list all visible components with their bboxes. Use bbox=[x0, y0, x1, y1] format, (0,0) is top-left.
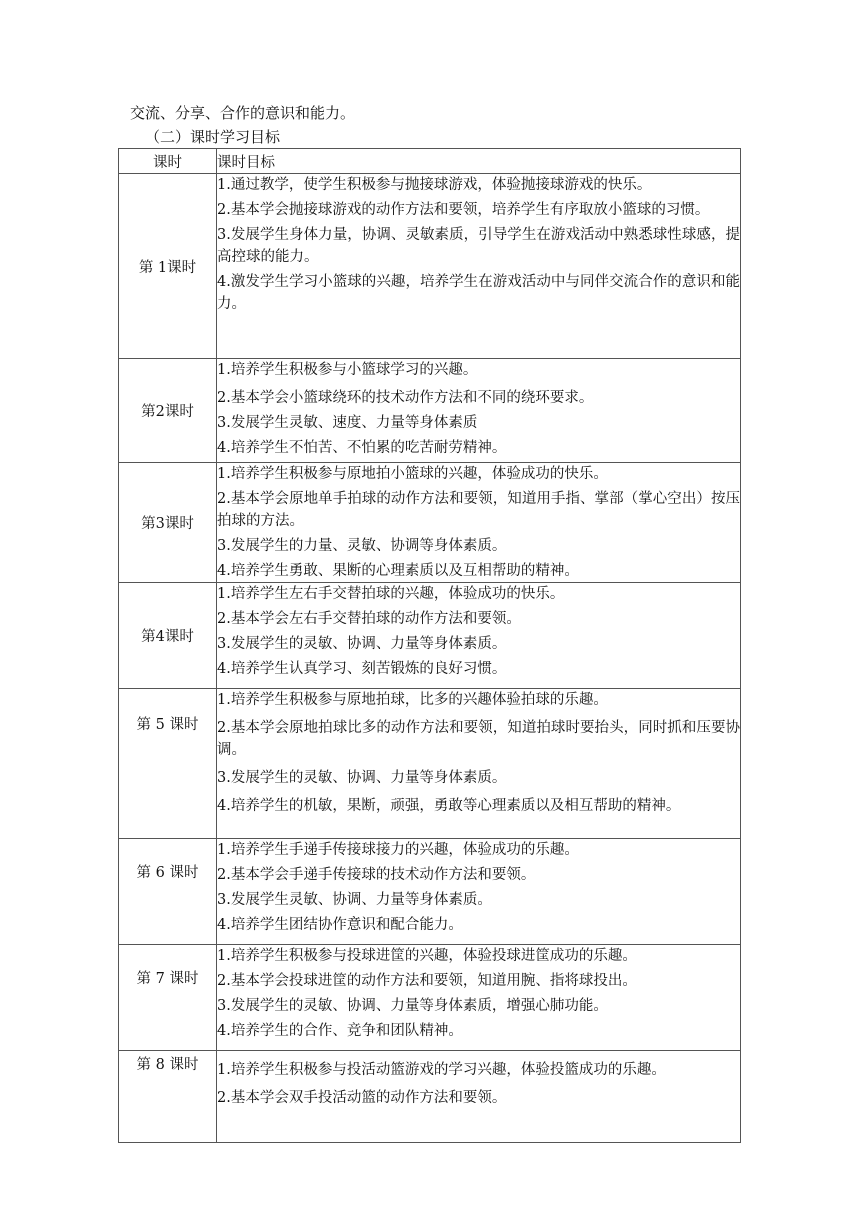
goal-item: 3.发展学生身体力量，协调、灵敏素质，引导学生在游戏活动中熟悉球性球感，提高控球的能力。 bbox=[217, 227, 740, 265]
goal-item: 4.培养学生团结协作意识和配合能力。 bbox=[217, 917, 463, 933]
goal-item: 4.培养学生的合作、竞争和团队精神。 bbox=[217, 1023, 463, 1039]
goal-item: 2.基本学会原地拍球比多的动作方法和要领，知道拍球时要抬头，同时抓和压要协调。 bbox=[217, 720, 740, 758]
goal-item: 1.培养学生积极参与小篮球学习的兴趣。 bbox=[217, 362, 478, 378]
goal-item: 3.发展学生的灵敏、协调、力量等身体素质，增强心肺功能。 bbox=[217, 998, 608, 1014]
goals-cell bbox=[217, 359, 741, 463]
goal-item: 1.培养学生积极参与原地拍球，比多的兴趣体验拍球的乐趣。 bbox=[217, 692, 608, 708]
goal-item: 4.培养学生认真学习、刻苦锻炼的良好习惯。 bbox=[217, 661, 507, 677]
goal-item: 4.培养学生的机敏，果断，顽强，勇敢等心理素质以及相互帮助的精神。 bbox=[217, 798, 681, 814]
table-row bbox=[119, 945, 741, 1051]
period-cell: 第 8 课时 bbox=[119, 1051, 217, 1143]
period-cell: 第2课时 bbox=[119, 359, 217, 463]
period-cell: 第 6 课时 bbox=[119, 839, 217, 945]
period-cell: 第 1课时 bbox=[119, 174, 217, 359]
goal-item: 2.基本学会投球进筐的动作方法和要领，知道用腕、指将球投出。 bbox=[217, 973, 637, 989]
goals-cell bbox=[217, 839, 741, 945]
header-period: 课时 bbox=[119, 149, 217, 174]
goal-item: 4.培养学生勇敢、果断的心理素质以及互相帮助的精神。 bbox=[217, 563, 579, 579]
goals-cell bbox=[217, 463, 741, 583]
goal-item: 2.基本学会小篮球绕环的技术动作方法和不同的绕环要求。 bbox=[217, 390, 594, 406]
table-header-row bbox=[119, 149, 741, 174]
goals-cell bbox=[217, 945, 741, 1051]
goal-item: 2.基本学会原地单手拍球的动作方法和要领，知道用手指、掌部（掌心空出）按压拍球的方法。 bbox=[217, 491, 740, 529]
goal-item: 1.培养学生积极参与原地拍小篮球的兴趣，体验成功的快乐。 bbox=[217, 466, 608, 482]
period-cell: 第3课时 bbox=[119, 463, 217, 583]
table-row bbox=[119, 839, 741, 945]
goal-item: 1.培养学生手递手传接球接力的兴趣，体验成功的乐趣。 bbox=[217, 842, 579, 858]
goal-item: 3.发展学生的灵敏、协调、力量等身体素质。 bbox=[217, 636, 507, 652]
lesson-goals-table bbox=[118, 148, 741, 1143]
goal-item: 1.培养学生积极参与投活动篮游戏的学习兴趣，体验投篮成功的乐趣。 bbox=[217, 1062, 666, 1078]
goal-item: 1.培养学生左右手交替拍球的兴趣，体验成功的快乐。 bbox=[217, 586, 565, 602]
table-row bbox=[119, 463, 741, 583]
goal-item: 3.发展学生的灵敏、协调、力量等身体素质。 bbox=[217, 770, 507, 786]
intro-paragraph-end: 交流、分享、合作的意识和能力。 bbox=[130, 104, 356, 122]
goal-item: 2.基本学会左右手交替拍球的动作方法和要领。 bbox=[217, 611, 521, 627]
goals-cell bbox=[217, 174, 741, 359]
table-row bbox=[119, 1051, 741, 1143]
goals-cell bbox=[217, 1051, 741, 1143]
goals-cell bbox=[217, 583, 741, 689]
goals-cell bbox=[217, 689, 741, 839]
goal-item: 4.激发学生学习小篮球的兴趣，培养学生在游戏活动中与同伴交流合作的意识和能力。 bbox=[217, 274, 740, 312]
goal-item: 3.发展学生灵敏、协调、力量等身体素质。 bbox=[217, 892, 492, 908]
period-cell: 第 7 课时 bbox=[119, 945, 217, 1051]
table-row bbox=[119, 359, 741, 463]
goal-item: 1.培养学生积极参与投球进筐的兴趣，体验投球进筐成功的乐趣。 bbox=[217, 948, 637, 964]
goal-item: 1.通过教学，使学生积极参与抛接球游戏，体验抛接球游戏的快乐。 bbox=[217, 177, 652, 193]
period-cell: 第 5 课时 bbox=[119, 689, 217, 839]
goal-item: 2.基本学会手递手传接球的技术动作方法和要领。 bbox=[217, 867, 536, 883]
table-row bbox=[119, 174, 741, 359]
goal-item: 4.培养学生不怕苦、不怕累的吃苦耐劳精神。 bbox=[217, 440, 507, 456]
goal-item: 3.发展学生灵敏、速度、力量等身体素质 bbox=[217, 415, 478, 431]
goal-item: 3.发展学生的力量、灵敏、协调等身体素质。 bbox=[217, 538, 507, 554]
section-heading: （二）课时学习目标 bbox=[145, 128, 281, 146]
goal-item: 2.基本学会双手投活动篮的动作方法和要领。 bbox=[217, 1090, 507, 1106]
goal-item: 2.基本学会抛接球游戏的动作方法和要领，培养学生有序取放小篮球的习惯。 bbox=[217, 202, 710, 218]
period-cell: 第4课时 bbox=[119, 583, 217, 689]
table-row bbox=[119, 583, 741, 689]
header-goals: 课时目标 bbox=[217, 149, 741, 174]
table-row bbox=[119, 689, 741, 839]
